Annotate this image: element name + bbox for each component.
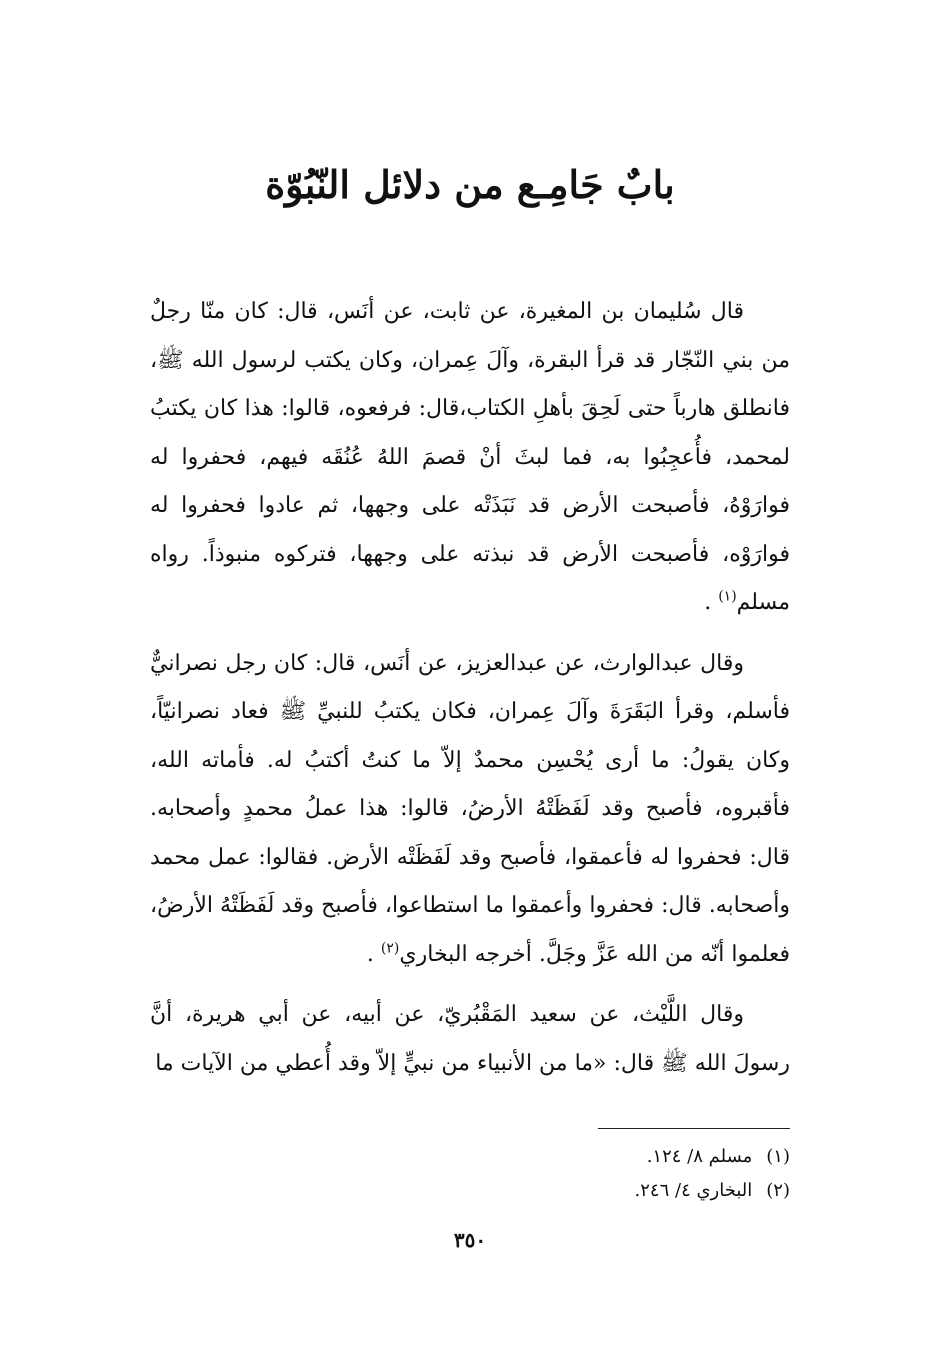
footnote-number: (٢) [766, 1180, 790, 1201]
paragraph-1 [150, 288, 790, 628]
paragraph-end: . [366, 941, 381, 967]
chapter-title: بابٌ جَامِـع من دلائل النّبُوّة [265, 162, 675, 207]
footnote-text: مسلم ٨/ ١٢٤. [646, 1146, 753, 1167]
page-number: ٣٥٠ [453, 1228, 487, 1252]
footnote-text: البخاري ٤/ ٢٤٦. [634, 1180, 753, 1201]
footnotes [150, 1140, 790, 1208]
footnote-number: (١) [766, 1146, 790, 1167]
paragraph-text: وقال اللَّيْث، عن سعيد المَقْبُريّ، عن أبيه، عن أبي هريرة، أنَّ رسولَ الله ﷺ قال: «ما من الأنبياء من نبيٍّ إلاّ وقد أُعطي من الآيات ما [150, 1002, 790, 1076]
footnote-2 [150, 1174, 790, 1208]
paragraph-2 [150, 640, 790, 980]
paragraph-end: . [704, 590, 719, 615]
paragraph-3 [150, 991, 790, 1088]
footnote-separator [598, 1128, 790, 1129]
footnote-1 [150, 1140, 790, 1174]
paragraph-text: قال سُليمان بن المغيرة، عن ثابت، عن أنَس، قال: كان منّا رجلٌ من بني النّجّار قد قرأ البقرة، وآلَ عِمران، وكان يكتب لرسول الله ﷺ، فانطلق هارباً حتى لَحِقَ بأهلِ الكتاب،قال: فرفعوه، قالوا: هذا كان يكتبُ لمحمد، فأُعجِبُوا به، فما لبثَ أنْ قصمَ اللهُ عُنُقَه فيهم، فحفروا له فوارَوْهُ، فأصبحت الأرض قد نَبَذَتْه على وجهها، ثم عادوا فحفروا له فوارَوْه، فأصبحت الأرض قد نبذته على وجهها، فتركوه منبوذاً. رواه مسلم [150, 299, 790, 615]
paragraph-text: وقال عبدالوارث، عن عبدالعزيز، عن أنَس، قال: كان رجل نصرانيٌّ فأسلم، وقرأ البَقَرَةَ وآلَ عِمران، فكان يكتبُ للنبيِّ ﷺ فعاد نصرانيّاً، وكان يقولُ: ما أرى يُحْسِن محمدٌ إلاّ ما كنتُ أكتبُ له. فأماته الله، فأقبروه، فأصبح وقد لَفَظَتْهُ الأرضُ، قالوا: هذا عملُ محمدٍ وأصحابه. قال: فحفروا له فأعمقوا، فأصبح وقد لَفَظَتْه الأرض. فقالوا: عمل محمد وأصحابه. قال: فحفروا وأعمقوا ما استطاعوا، فأصبح وقد لَفَظَتْهُ الأرضُ، فعلموا أنّه من الله عَزَّ وجَلَّ. أخرجه البخاري [150, 650, 791, 967]
footnote-reference: (١) [718, 588, 737, 605]
footnote-reference: (٢) [380, 940, 400, 957]
body-text [150, 288, 790, 1100]
